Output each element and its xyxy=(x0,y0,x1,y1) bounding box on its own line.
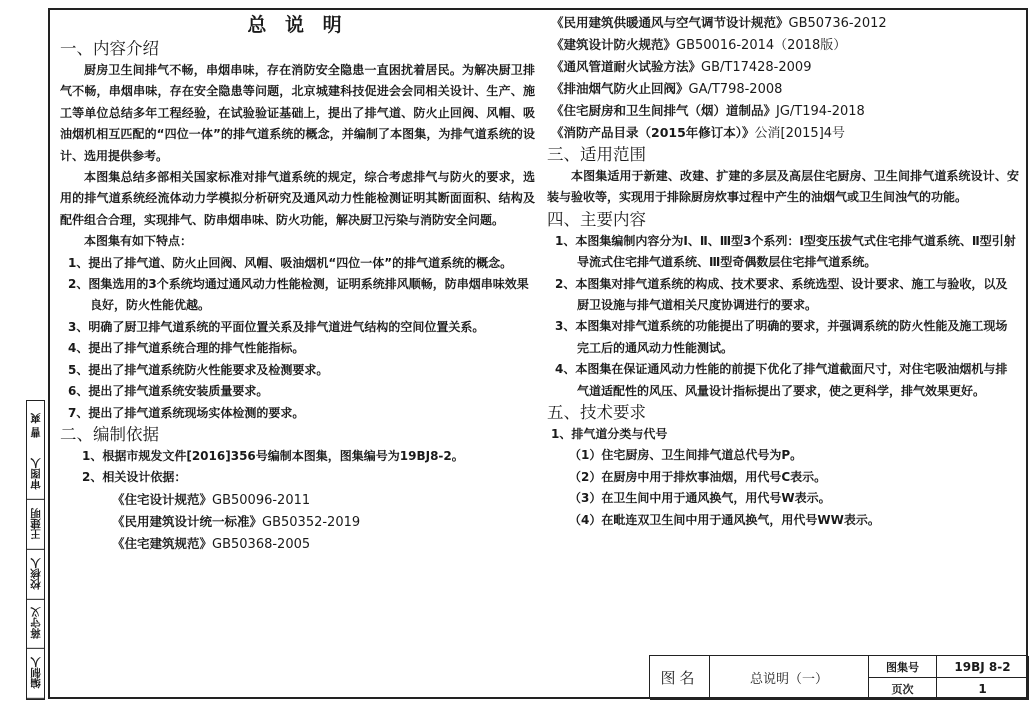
left-column xyxy=(60,12,535,555)
list-item: 4、本图集在保证通风动力性能的前提下优化了排气道截面尺寸，对住宅吸油烟机与排气道适配性的风压、风量设计指标提出了要求，使之更科学，排气效果更好。 xyxy=(555,362,1008,398)
reference-name: 《住宅设计规范》 xyxy=(112,491,213,507)
paragraph: 本图集有如下特点： xyxy=(84,234,193,249)
list-item: 1、提出了排气道、防火止回阀、风帽、吸油烟机“四位一体”的排气道系统的概念。 xyxy=(68,255,513,270)
reference-name: 《消防产品目录（2015年修订本）》 xyxy=(551,125,755,140)
reference-code: GB/T17428-2009 xyxy=(701,60,812,75)
list-item: （4）在毗连双卫生间中用于通风换气，用代号WW表示。 xyxy=(569,512,880,527)
list-item: 1、根据市规发文件[2016]356号编制本图集，图集编号为19BJ8-2。 xyxy=(82,448,464,463)
reference-item xyxy=(60,489,535,511)
list-item: 3、本图集对排气道系统的功能提出了明确的要求，并强调系统的防火性能及施工现场完工后的通风动力性能测试。 xyxy=(555,319,1008,355)
page-number-value: 1 xyxy=(937,678,1029,700)
reference-name: 《通风管道耐火试验方法》 xyxy=(551,59,702,74)
reference-code: 公消[2015]4号 xyxy=(754,126,846,141)
list-item: （1）住宅厨房、卫生间排气道总代号为P。 xyxy=(569,448,803,463)
section-heading: 五、技术要求 xyxy=(547,403,646,423)
section-heading: 四、主要内容 xyxy=(547,209,646,229)
page-number-label: 页次 xyxy=(869,678,937,700)
signature-cell: 审图人 xyxy=(27,450,44,500)
list-item: （2）在厨房中用于排炊事油烟，用代号C表示。 xyxy=(569,469,827,484)
reference-name: 《建筑设计防火规范》 xyxy=(551,37,677,52)
list-item: 5、提出了排气道系统防火性能要求及检测要求。 xyxy=(68,362,329,377)
list-item: 2、图集选用的3个系统均通过通风动力性能检测，证明系统排风顺畅，防串烟串味效果良好，防火性能优越。 xyxy=(68,277,529,313)
reference-item xyxy=(60,533,535,555)
list-item: 7、提出了排气道系统现场实体检测的要求。 xyxy=(68,405,305,420)
title-block xyxy=(649,655,1028,699)
section-heading: 一、内容介绍 xyxy=(60,39,159,58)
paragraph: 本图集适用于新建、改建、扩建的多层及高层住宅厨房、卫生间排气道系统设计、安装与验收等，实现用于排除厨房炊事过程中产生的油烟气或卫生间浊气的功能。 xyxy=(547,169,1019,205)
right-column xyxy=(547,12,1019,531)
reference-item xyxy=(547,12,1019,34)
reference-item xyxy=(60,511,535,533)
atlas-number-value: 19BJ 8-2 xyxy=(937,656,1029,678)
signature-cell: 校核人 xyxy=(27,550,44,600)
reference-code: GB50736-2012 xyxy=(788,16,887,31)
reference-code: GA/T798-2008 xyxy=(688,82,783,97)
reference-name: 《民用建筑供暖通风与空气调节设计规范》 xyxy=(551,15,789,30)
list-item: （3）在卫生间中用于通风换气，用代号W表示。 xyxy=(569,491,831,506)
signature-cell: 王建明 xyxy=(27,500,44,550)
list-item: 3、明确了厨卫排气道系统的平面位置关系及排气道进气结构的空间位置关系。 xyxy=(68,319,485,334)
section-heading: 二、编制依据 xyxy=(60,424,159,444)
reference-code: GB50016-2014（2018版） xyxy=(676,38,847,53)
reference-item xyxy=(547,56,1019,78)
reference-code: JG/T194-2018 xyxy=(776,104,865,119)
reference-code: GB50096-2011 xyxy=(212,492,311,508)
reference-item xyxy=(547,34,1019,56)
atlas-number-label: 图集号 xyxy=(869,656,937,678)
reference-name: 《民用建筑设计统一标准》 xyxy=(112,513,263,529)
reference-item xyxy=(547,100,1019,122)
signature-cell: 编制人 xyxy=(27,649,44,699)
reference-code: GB50368-2005 xyxy=(212,536,311,552)
page-title: 总 说 明 xyxy=(247,14,348,36)
paragraph: 厨房卫生间排气不畅，串烟串味，存在消防安全隐患一直困扰着居民。为解决厨卫排气不畅，串烟串味，存在安全隐患等问题，北京城建科技促进会会同相关设计、生产、施工等单位总结多年工程经验，在试验验证基础上，提出了排气道、防火止回阀、风帽、吸油烟机相互匹配的“四位一体”的排气道系统的概念，并编制了本图集，为排气道系统的设计、选用提供参考。 xyxy=(60,63,535,163)
list-item: 1、本图集编制内容分为Ⅰ、Ⅱ、Ⅲ型3个系列：Ⅰ型变压拔气式住宅排气道系统、Ⅱ型引射导流式住宅排气道系统、Ⅲ型奇偶数层住宅排气道系统。 xyxy=(555,233,1016,270)
signature-strip xyxy=(26,400,45,700)
reference-code: GB50352-2019 xyxy=(262,514,361,530)
reference-name: 《排油烟气防火止回阀》 xyxy=(551,81,689,96)
list-item: 1、排气道分类与代号 xyxy=(551,427,668,442)
signature-cell: 曹 爽 xyxy=(30,413,42,438)
reference-item xyxy=(547,78,1019,100)
reference-name: 《住宅建筑规范》 xyxy=(112,535,213,551)
list-item: 4、提出了排气道系统合理的排气性能指标。 xyxy=(68,341,305,356)
list-item: 2、本图集对排气道系统的构成、技术要求、系统选型、设计要求、施工与验收，以及厨卫设施与排气道相关尺度协调进行的要求。 xyxy=(555,276,1008,313)
list-item: 2、相关设计依据： xyxy=(82,470,187,485)
drawing-name-label: 图名 xyxy=(650,656,710,700)
list-item: 6、提出了排气道系统安装质量要求。 xyxy=(68,384,269,399)
drawing-name-value: 总说明（一） xyxy=(710,656,869,700)
paragraph: 本图集总结多部相关国家标准对排气道系统的规定，综合考虑排气与防火的要求，选用的排气道系统经流体动力学模拟分析研究及通风动力性能检测证明其断面面积、结构及配件组合合理，实现排气、防串烟串味、防火功能，解决厨卫污染与消防安全问题。 xyxy=(60,170,535,227)
section-heading: 三、适用范围 xyxy=(547,145,646,164)
signature-cell: 蒋守义 xyxy=(27,599,44,649)
reference-item xyxy=(547,122,1019,144)
reference-name: 《住宅厨房和卫生间排气（烟）道制品》 xyxy=(551,103,777,118)
